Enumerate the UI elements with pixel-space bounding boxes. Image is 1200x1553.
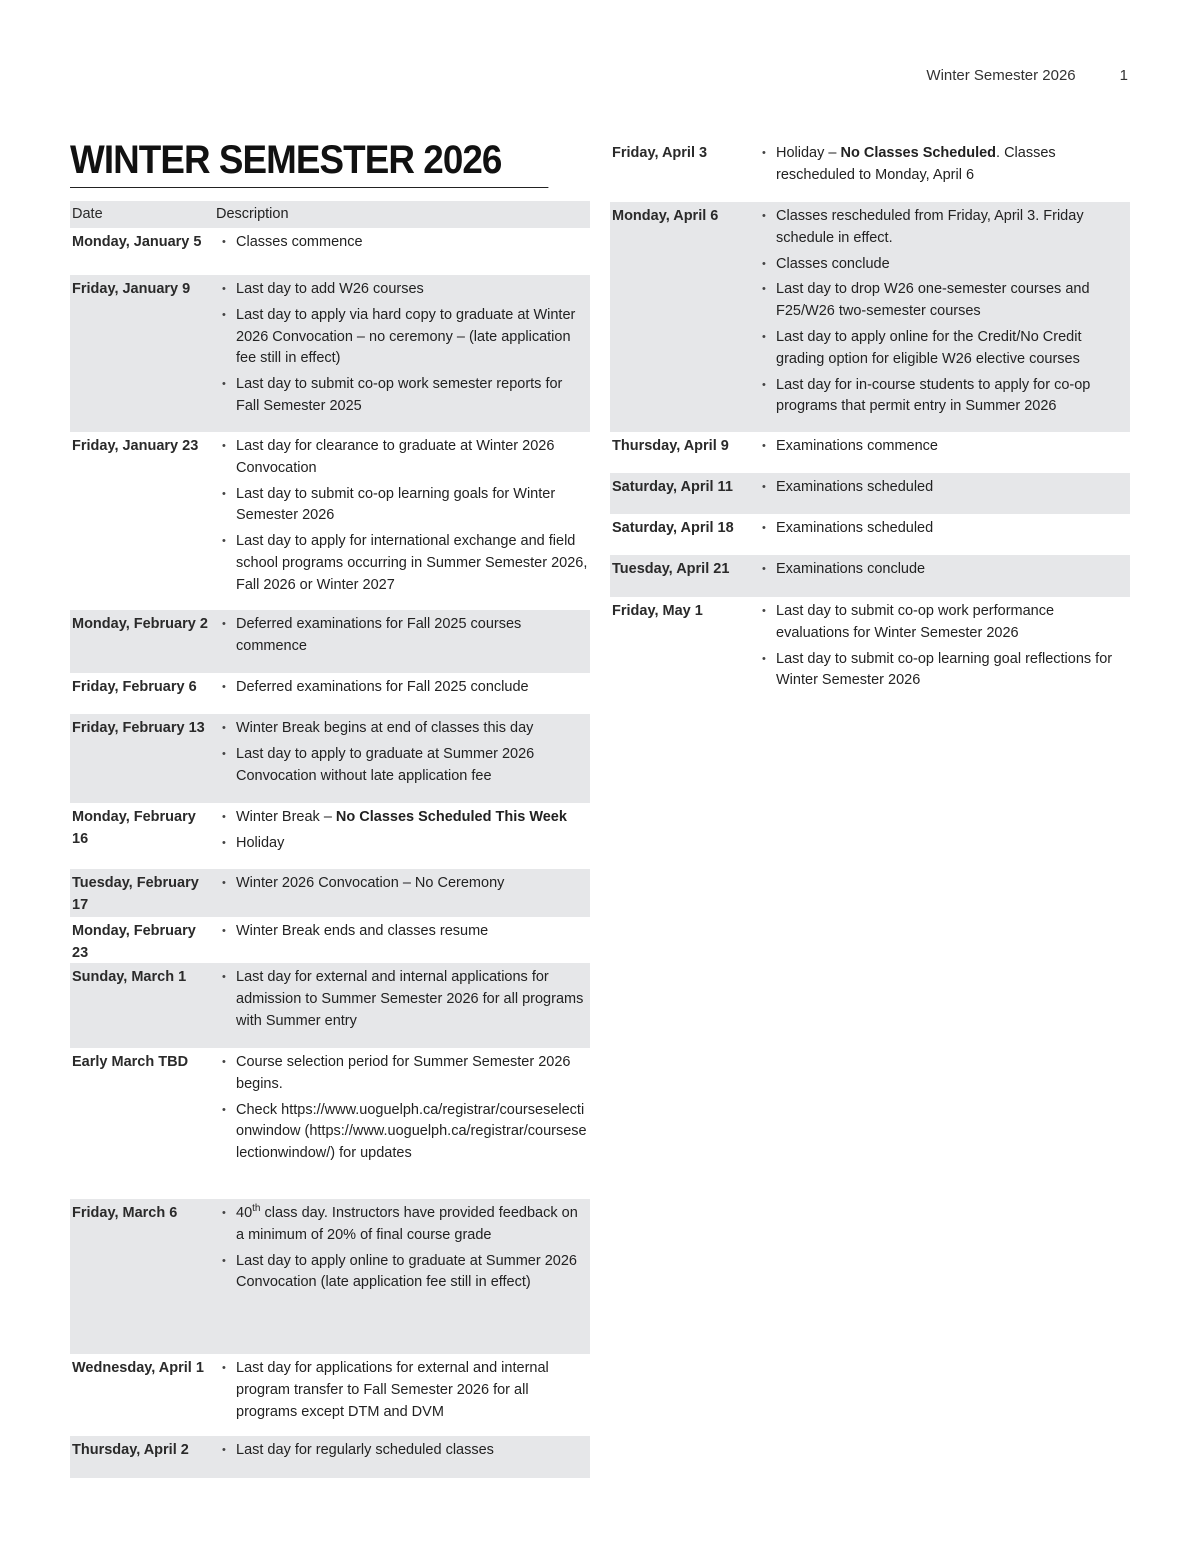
bold-emphasis: No Classes Scheduled This Week	[335, 809, 567, 825]
row-description	[216, 1358, 588, 1428]
row-description	[216, 1203, 588, 1346]
list-item: • Classes conclude	[756, 254, 1128, 276]
list-item: • Holiday – No Classes Scheduled. Classes rescheduled to Monday, April 6	[756, 143, 1128, 187]
list-item: • Last day for regularly scheduled classes	[216, 1440, 588, 1462]
table-header	[70, 201, 590, 228]
row-description	[216, 677, 588, 706]
list-item: • Last day to apply online for the Credit/No Credit grading option for eligible W26 elective courses	[756, 327, 1128, 371]
row-description	[756, 436, 1128, 465]
calendar-table-right	[610, 139, 1130, 697]
calendar-table-left	[70, 201, 590, 1478]
row-date: Friday, February 6	[72, 679, 197, 695]
list-item: • Holiday	[216, 833, 588, 855]
list-item: • Examinations commence	[756, 436, 1128, 458]
date-column-header: Date	[72, 206, 103, 222]
list-item: • Winter Break begins at end of classes this day	[216, 718, 588, 740]
list-item: • Classes rescheduled from Friday, April 3. Friday schedule in effect.	[756, 206, 1128, 250]
table-row	[70, 432, 590, 610]
list-item: • Examinations conclude	[756, 559, 1128, 581]
list-item: • Last day for in-course students to apply for co-op programs that permit entry in Summer 2026	[756, 375, 1128, 419]
list-item: • Classes commence	[216, 232, 588, 254]
row-date: Thursday, April 2	[72, 1442, 189, 1458]
row-date: Saturday, April 11	[612, 479, 733, 495]
row-date: Tuesday, April 21	[612, 561, 730, 577]
list-item: • Last day for external and internal applications for admission to Summer Semester 2026 for all programs with Summer entry	[216, 967, 588, 1032]
table-row	[610, 597, 1130, 697]
running-header	[926, 67, 1128, 84]
list-item: • Examinations scheduled	[756, 477, 1128, 499]
running-title: Winter Semester 2026	[926, 67, 1076, 84]
page-number: 1	[1119, 67, 1128, 84]
list-item: • Last day to apply for international exchange and field school programs occurring in Summer Semester 2026, Fall 2026 or Winter 2027	[216, 531, 588, 596]
table-row	[70, 714, 590, 803]
list-item: • Check https://www.uoguelph.ca/registrar/courseselectionwindow (https://www.uoguelph.ca/registrar/courseselectionwindow/) for updates	[216, 1100, 588, 1165]
row-date: Saturday, April 18	[612, 520, 734, 536]
table-row	[70, 1048, 590, 1199]
list-item: • Last day to add W26 courses	[216, 279, 588, 301]
table-row	[610, 514, 1130, 555]
row-date: Friday, March 6	[72, 1205, 178, 1221]
row-description	[756, 143, 1128, 194]
list-item: • Last day to submit co-op learning goals for Winter Semester 2026	[216, 484, 588, 528]
list-item: • Course selection period for Summer Semester 2026 begins.	[216, 1052, 588, 1096]
row-date: Early March TBD	[72, 1054, 189, 1070]
table-row	[70, 610, 590, 673]
table-row	[70, 673, 590, 714]
table-row	[70, 803, 590, 869]
row-date: Sunday, March 1	[72, 969, 187, 985]
table-row	[610, 202, 1130, 432]
row-date: Friday, April 3	[612, 145, 708, 161]
row-date: Monday, February 2	[72, 616, 208, 632]
table-row	[70, 1436, 590, 1478]
list-item: • Last day to apply to graduate at Summer 2026 Convocation without late application fee	[216, 744, 588, 788]
list-item: • Deferred examinations for Fall 2025 conclude	[216, 677, 588, 699]
list-item: • Last day to apply via hard copy to graduate at Winter 2026 Convocation – no ceremony – (late application fee still in effect)	[216, 305, 588, 370]
table-row	[70, 1354, 590, 1436]
list-item: • Winter Break – No Classes Scheduled This Week	[216, 807, 588, 829]
list-item: • 40th class day. Instructors have provided feedback on a minimum of 20% of final course grade	[216, 1203, 588, 1247]
row-description	[216, 1052, 588, 1191]
table-row	[610, 139, 1130, 202]
row-date: Monday, February 16	[72, 809, 196, 847]
list-item: • Last day for clearance to graduate at Winter 2026 Convocation	[216, 436, 588, 480]
bold-emphasis: No Classes Scheduled	[840, 145, 997, 161]
list-item: • Deferred examinations for Fall 2025 courses commence	[216, 614, 588, 658]
table-row	[70, 228, 590, 275]
table-row	[70, 869, 590, 917]
row-date: Friday, May 1	[612, 603, 703, 619]
list-item: • Last day to submit co-op work semester reports for Fall Semester 2025	[216, 374, 588, 418]
row-description	[216, 718, 588, 795]
row-description	[216, 921, 588, 955]
row-date: Monday, April 6	[612, 208, 719, 224]
row-description	[216, 232, 588, 267]
row-description	[756, 206, 1128, 424]
list-item: • Last day to drop W26 one-semester courses and F25/W26 two-semester courses	[756, 279, 1128, 323]
row-description	[216, 807, 588, 861]
row-description	[216, 873, 588, 909]
table-row	[610, 555, 1130, 597]
row-description	[756, 559, 1128, 589]
table-row	[610, 432, 1130, 473]
row-description	[216, 1440, 588, 1470]
table-row	[70, 917, 590, 963]
table-row	[70, 1199, 590, 1354]
row-date: Thursday, April 9	[612, 438, 729, 454]
table-row	[610, 473, 1130, 514]
table-row	[70, 275, 590, 432]
list-item: • Last day for applications for external and internal program transfer to Fall Semester 2026 for all programs except DTM and DVM	[216, 1358, 588, 1423]
list-item: • Last day to apply online to graduate at Summer 2026 Convocation (late application fee still in effect)	[216, 1251, 588, 1295]
list-item: • Last day to submit co-op work performance evaluations for Winter Semester 2026	[756, 601, 1128, 645]
row-description	[756, 477, 1128, 506]
row-description	[216, 967, 588, 1040]
row-date: Monday, February 23	[72, 923, 196, 961]
row-date: Friday, January 9	[72, 281, 191, 297]
list-item: • Examinations scheduled	[756, 518, 1128, 540]
table-row	[70, 963, 590, 1048]
row-date: Friday, February 13	[72, 720, 205, 736]
description-column-header: Description	[216, 206, 289, 222]
row-description	[216, 436, 588, 602]
row-date: Tuesday, February 17	[72, 875, 199, 913]
list-item: • Last day to submit co-op learning goal reflections for Winter Semester 2026	[756, 649, 1128, 693]
row-description	[756, 518, 1128, 547]
row-description	[216, 614, 588, 665]
row-description	[216, 279, 588, 424]
list-item: • Winter Break ends and classes resume	[216, 921, 588, 943]
page-title: WINTER SEMESTER 2026	[70, 138, 548, 188]
row-date: Monday, January 5	[72, 234, 202, 250]
superscript: th	[252, 1203, 261, 1215]
row-description	[756, 601, 1128, 689]
row-date: Wednesday, April 1	[72, 1360, 204, 1376]
row-date: Friday, January 23	[72, 438, 199, 454]
list-item: • Winter 2026 Convocation – No Ceremony	[216, 873, 588, 895]
